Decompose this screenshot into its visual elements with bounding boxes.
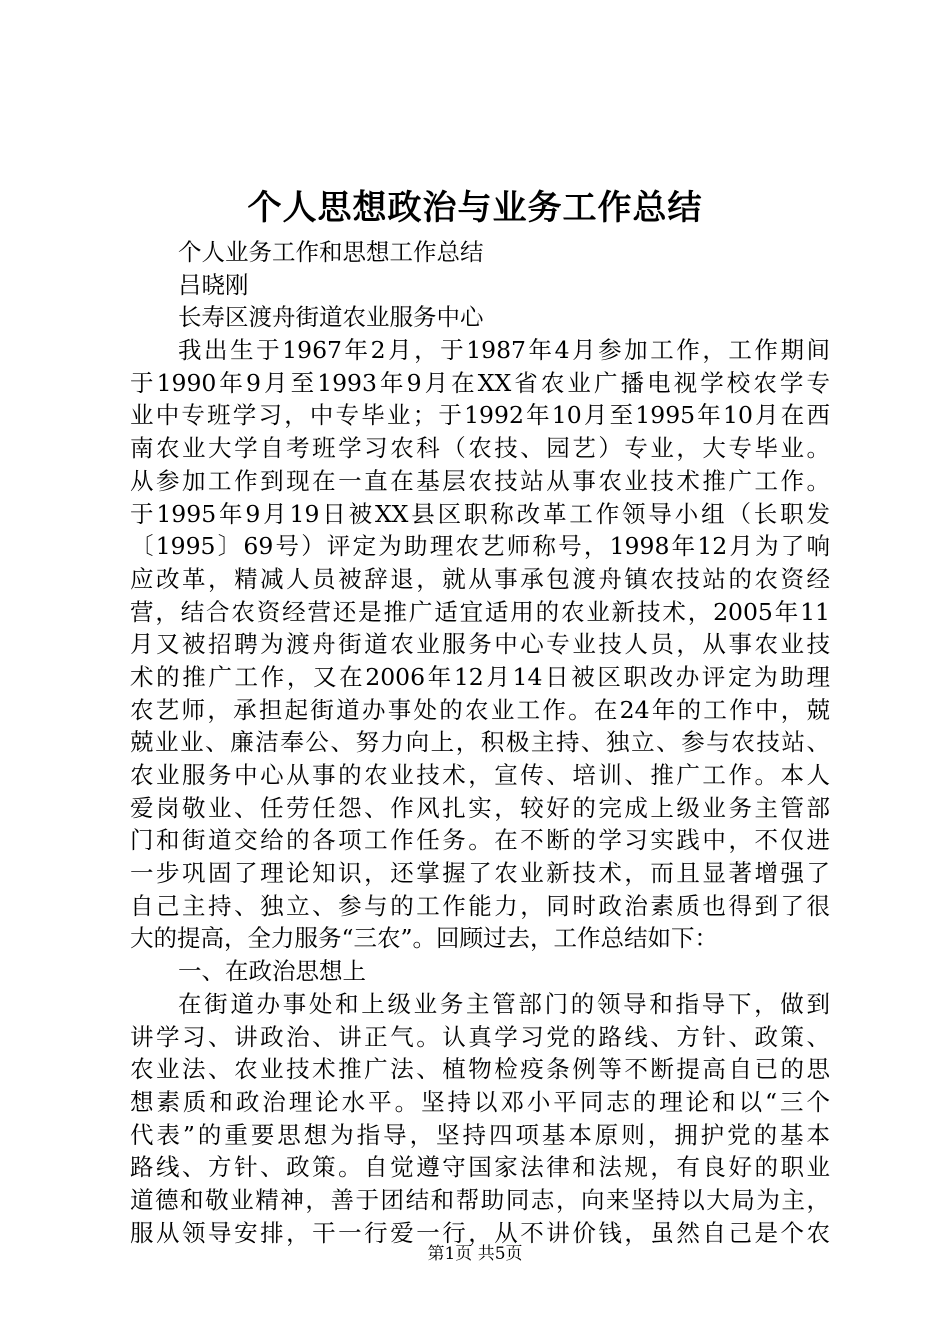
body-line: 月又被招聘为渡舟街道农业服务中心专业技人员，从事农业技: [130, 630, 830, 659]
body-line: 兢业业、廉洁奉公、努力向上，积极主持、独立、参与农技站、: [130, 728, 830, 757]
body-line: 大的提高，全力服务“三农”。回顾过去，工作总结如下：: [130, 924, 719, 953]
body-line: 南农业大学自考班学习农科（农技、园艺）专业，大专毕业。: [130, 434, 830, 463]
body-line: 我出生于1967年2月，于1987年4月参加工作，工作期间: [178, 336, 830, 365]
body-line: 业中专班学习，中专毕业；于1992年10月至1995年10月在西: [130, 401, 830, 430]
body-line: 于1995年9月19日被XX县区职称改革工作领导小组（长职发: [130, 499, 830, 528]
document-body: [130, 236, 830, 1249]
body-line: 农业服务中心从事的农业技术，宣传、培训、推广工作。本人: [130, 761, 830, 789]
body-line: 营，结合农资经营还是推广适宜适用的农业新技术，2005年11: [130, 597, 830, 626]
body-line: 从参加工作到现在一直在基层农技站从事农业技术推广工作。: [130, 466, 830, 495]
section-heading: 一、在政治思想上: [178, 957, 366, 986]
body-line: 门和街道交给的各项工作任务。在不断的学习实践中，不仅进: [130, 826, 830, 855]
body-line: 服从领导安排，干一行爱一行，从不讲价钱，虽然自己是个农: [130, 1218, 830, 1247]
page-footer: 第1页 共5页: [427, 1244, 523, 1264]
body-line: 长寿区渡舟街道农业服务中心: [178, 303, 484, 332]
body-line: 道德和敬业精神，善于团结和帮助同志，向来坚持以大局为主，: [130, 1185, 830, 1214]
body-line: 一步巩固了理论知识，还掌握了农业新技术，而且显著增强了: [130, 859, 830, 888]
body-line: 代表”的重要思想为指导，坚持四项基本原则，拥护党的基本: [130, 1120, 830, 1149]
body-line: 吕晓刚: [178, 270, 249, 299]
body-line: 想素质和政治理论水平。坚持以邓小平同志的理论和以“三个: [130, 1087, 830, 1116]
body-line: 农艺师，承担起街道办事处的农业工作。在24年的工作中，兢: [130, 695, 830, 724]
body-line: 爱岗敬业、任劳任怨、作风扎实，较好的完成上级业务主管部: [130, 793, 830, 822]
body-line: 个人业务工作和思想工作总结: [178, 238, 484, 266]
body-line: 在街道办事处和上级业务主管部门的领导和指导下，做到: [178, 989, 830, 1018]
document-title: 个人思想政治与业务工作总结: [247, 188, 703, 228]
body-line: 应改革，精减人员被辞退，就从事承包渡舟镇农技站的农资经: [130, 564, 830, 593]
body-line: 农业法、农业技术推广法、植物检疫条例等不断提高自已的思: [130, 1055, 830, 1084]
body-line: 路线、方针、政策。自觉遵守国家法律和法规，有良好的职业: [130, 1153, 830, 1182]
body-line: 讲学习、讲政治、讲正气。认真学习党的路线、方针、政策、: [130, 1022, 830, 1051]
body-line: 术的推广工作，又在2006年12月14日被区职改办评定为助理: [130, 662, 830, 691]
body-line: 自己主持、独立、参与的工作能力，同时政治素质也得到了很: [130, 891, 830, 920]
body-line: 〔1995〕69号）评定为助理农艺师称号，1998年12月为了响: [130, 532, 830, 561]
body-line: 于1990年9月至1993年9月在XX省农业广播电视学校农学专: [130, 368, 830, 397]
